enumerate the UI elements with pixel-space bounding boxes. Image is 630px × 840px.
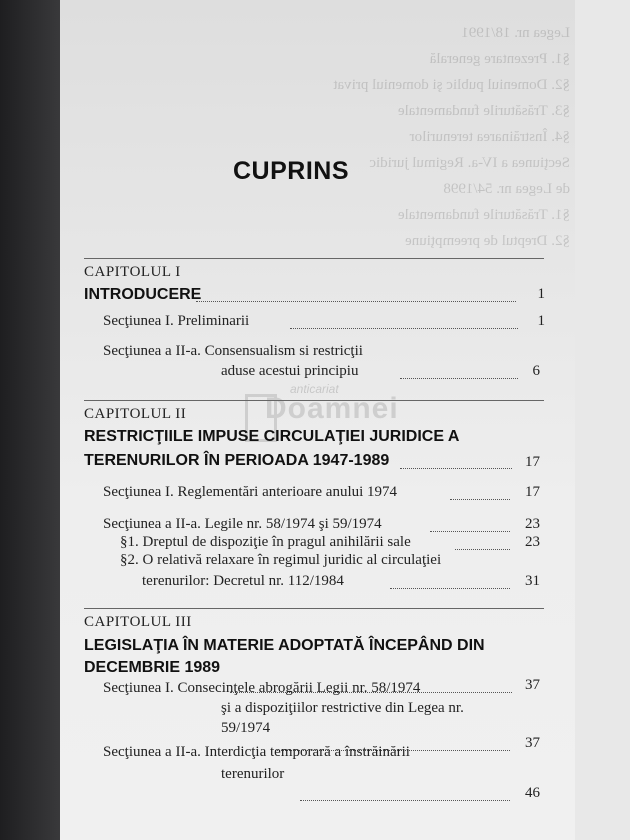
toc-entry-cont: aduse acestui principiu bbox=[221, 363, 359, 379]
leader-dots bbox=[400, 378, 518, 379]
chapter-label: CAPITOLUL II bbox=[84, 406, 187, 422]
chapter-heading: LEGISLAŢIA ÎN MATERIE ADOPTATĂ ÎNCEPÂND DIN bbox=[84, 637, 485, 654]
chapter-label: CAPITOLUL III bbox=[84, 614, 192, 630]
toc-subentry: §1. Dreptul de dispoziţie în pragul anihilării sale bbox=[120, 534, 411, 550]
leader-dots bbox=[450, 499, 510, 500]
chapter-heading-cont: DECEMBRIE 1989 bbox=[84, 659, 221, 676]
page-number: 1 bbox=[537, 313, 545, 329]
page-number: 31 bbox=[525, 573, 540, 589]
page-number: 23 bbox=[525, 534, 540, 550]
chapter-label: CAPITOLUL I bbox=[84, 264, 181, 280]
leader-dots bbox=[300, 800, 510, 801]
page-number: 23 bbox=[525, 516, 540, 532]
chapter-heading: INTRODUCERE bbox=[84, 286, 202, 303]
toc-entry: Secţiunea I. Reglementări anterioare anului 1974 bbox=[103, 484, 398, 500]
page-number: 17 bbox=[525, 484, 540, 500]
chapter-divider bbox=[84, 258, 544, 259]
toc-entry: Secţiunea I. Preliminarii bbox=[103, 313, 250, 329]
toc-entry-cont: terenurilor bbox=[221, 766, 285, 782]
toc-entry: Secţiunea I. Consecinţele abrogării Legii nr. 58/1974 bbox=[103, 680, 421, 696]
page-title: CUPRINS bbox=[233, 157, 350, 185]
page-number: 37 bbox=[525, 735, 540, 751]
page-number: 37 bbox=[525, 677, 540, 693]
chapter-heading-cont: TERENURILOR ÎN PERIOADA 1947-1989 bbox=[84, 452, 390, 469]
page-edge bbox=[575, 0, 630, 840]
chapter-divider bbox=[84, 400, 544, 401]
toc-entry: Secţiunea a II-a. Interdicţia temporară a înstrăinării bbox=[103, 744, 410, 760]
chapter-heading: RESTRICŢIILE IMPUSE CIRCULAŢIEI JURIDICE A bbox=[84, 428, 460, 445]
watermark-logo: anticariat Doamnei bbox=[245, 382, 405, 442]
toc-entry: Secţiunea a II-a. Legile nr. 58/1974 şi 59/1974 bbox=[103, 516, 382, 532]
leader-dots bbox=[196, 301, 516, 302]
page-number: 17 bbox=[525, 454, 540, 470]
leader-dots bbox=[390, 588, 510, 589]
page-number: 6 bbox=[532, 363, 540, 379]
leader-dots bbox=[290, 328, 518, 329]
page-number: 46 bbox=[525, 785, 540, 801]
page-number: 1 bbox=[537, 286, 545, 302]
toc-subentry-cont: terenurilor: Decretul nr. 112/1984 bbox=[142, 573, 344, 589]
book-spine-shadow bbox=[0, 0, 62, 840]
chapter-divider bbox=[84, 608, 544, 609]
leader-dots bbox=[455, 549, 510, 550]
toc-entry-cont: 59/1974 bbox=[221, 720, 271, 736]
leader-dots bbox=[400, 468, 512, 469]
toc-subentry: §2. O relativă relaxare în regimul juridic al circulaţiei bbox=[120, 552, 442, 568]
bleed-through-text: Legea nr. 18/1991 §1. Prezentare generală §2. Domeniul public şi domeniul privat §3. Trăsăturile fundamentale §4. Înstrăinarea terenurilor Secţiunea a IV-a. Regimul juridic de Legea nr. 54/1998 §1. Trăsăturile fundamentale §2. Dreptul de preempţiune bbox=[333, 25, 570, 249]
leader-dots bbox=[430, 531, 510, 532]
toc-entry-cont: şi a dispoziţiilor restrictive din Legea nr. bbox=[221, 700, 464, 716]
toc-entry: Secţiunea a II-a. Consensualism si restricţii bbox=[103, 343, 363, 359]
